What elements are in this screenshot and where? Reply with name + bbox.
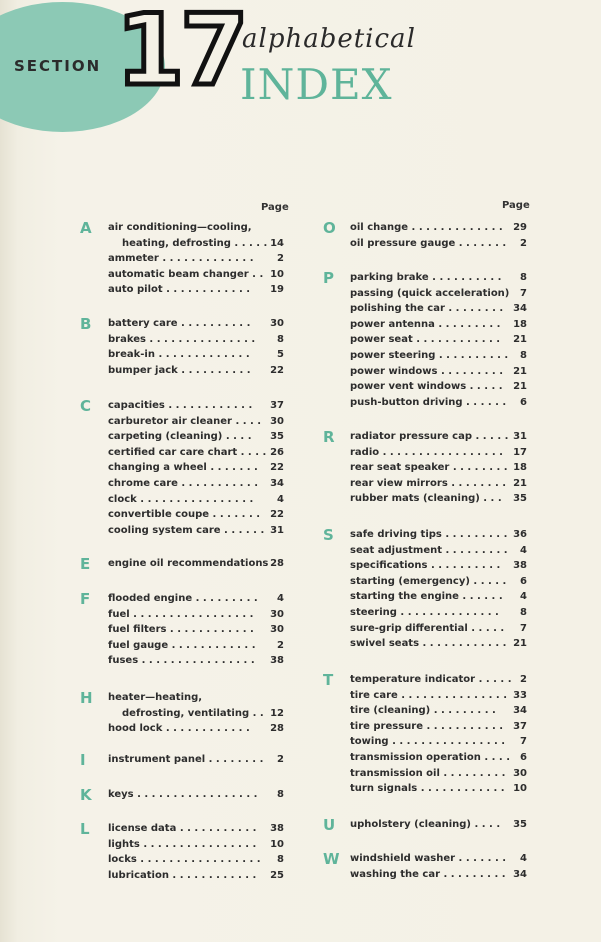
index-entry-text: capacities . . . . . . . . . . . .	[108, 400, 253, 411]
index-entry-page: 21	[513, 381, 527, 393]
index-entry-text: rubber mats (cleaning) . . .	[350, 493, 502, 505]
index-entry-text: windshield washer . . . . . . .	[350, 853, 507, 864]
index-entry-page: 4	[520, 544, 527, 556]
index-entry-text: steering . . . . . . . . . . . . . .	[350, 607, 499, 618]
index-entry-page: 10	[270, 268, 284, 280]
index-letter-l: L	[80, 820, 90, 838]
index-entry-text: flooded engine . . . . . . . . .	[108, 593, 258, 604]
index-entry-text: ammeter . . . . . . . . . . . . .	[108, 253, 254, 265]
index-entry-text: heater—heating,	[108, 692, 203, 703]
index-entry-page: 35	[270, 431, 284, 443]
index-entry-text: passing (quick acceleration)	[350, 287, 510, 299]
index-entry-text: tire (cleaning) . . . . . . . . .	[350, 705, 496, 717]
index-entry-page: 38	[513, 560, 527, 572]
index-letter-k: K	[80, 786, 92, 804]
index-entry-text: rear view mirrors . . . . . . . .	[350, 477, 507, 489]
index-entry-text: defrosting, ventilating . .	[122, 707, 264, 719]
index-entry-text: fuel . . . . . . . . . . . . . . . . .	[108, 608, 254, 620]
index-entry-page: 36	[513, 529, 527, 540]
index-entry-page: 4	[520, 591, 527, 603]
index-entry-text: sure-grip differential . . . . .	[350, 622, 505, 634]
index-entry-text: radiator pressure cap . . . . .	[350, 431, 509, 442]
index-entry-text: certified car care chart . . . .	[108, 446, 267, 458]
index-entry-page: 7	[520, 622, 527, 634]
index-entry-text: safe driving tips . . . . . . . . .	[350, 529, 508, 540]
index-entry-text: transmission oil . . . . . . . . .	[350, 767, 506, 779]
index-entry-text: washing the car . . . . . . . . .	[350, 868, 506, 880]
index-entry-page: 38	[270, 823, 284, 834]
index-entry-text: heating, defrosting . . . . .	[122, 237, 268, 249]
index-entry-page: 37	[513, 720, 527, 732]
index-entry-text: engine oil recommendations	[108, 558, 269, 569]
index-entry-text: radio . . . . . . . . . . . . . . . . .	[350, 446, 503, 458]
index-entry-page: 8	[277, 789, 284, 800]
index-entry-text: instrument panel . . . . . . . .	[108, 754, 264, 765]
index-entry-page: 7	[520, 736, 527, 748]
index-entry-text: hood lock . . . . . . . . . . . .	[108, 723, 250, 735]
index-entry-text: chrome care . . . . . . . . . . .	[108, 478, 259, 489]
index-entry-page: 22	[270, 364, 284, 376]
index-entry-page: 5	[277, 349, 284, 361]
index-letter-r: R	[323, 428, 335, 446]
index-entry-page: 26	[270, 446, 284, 458]
index-letter-e: E	[80, 555, 91, 573]
index-letter-p: P	[323, 269, 334, 287]
index-entry-page: 7	[520, 287, 527, 299]
index-letter-f: F	[80, 590, 91, 608]
index-entry-page: 21	[513, 365, 527, 377]
index-entry-page: 38	[270, 655, 284, 667]
index-entry-text: tire pressure . . . . . . . . . . .	[350, 720, 504, 732]
index-entry-text: starting (emergency) . . . . .	[350, 575, 507, 587]
index-entry-text: power steering . . . . . . . . . .	[350, 350, 509, 361]
index-entry-page: 25	[270, 869, 284, 881]
index-entry-page: 30	[270, 415, 284, 427]
index-entry-text: towing . . . . . . . . . . . . . . . .	[350, 736, 506, 748]
index-entry-page: 37	[270, 400, 284, 411]
index-entry-page: 30	[513, 767, 527, 779]
index-entry-text: brakes . . . . . . . . . . . . . . .	[108, 333, 256, 345]
index-entry-text: auto pilot . . . . . . . . . . . .	[108, 284, 251, 296]
index-entry-text: license data . . . . . . . . . . .	[108, 823, 257, 834]
index-entry-text: automatic beam changer . .	[108, 268, 264, 280]
index-entry-page: 18	[513, 318, 527, 330]
index-entry-page: 10	[270, 838, 284, 850]
index-letter-c: C	[80, 397, 92, 415]
index-entry-page: 2	[277, 253, 284, 265]
right-page-header: Page	[502, 200, 530, 211]
index-entry-page: 33	[513, 689, 527, 701]
index-entry-page: 12	[270, 707, 284, 719]
index-entry-page: 2	[520, 237, 527, 249]
index-letter-h: H	[80, 689, 93, 707]
index-entry-text: fuses . . . . . . . . . . . . . . . .	[108, 655, 255, 667]
index-letter-i: I	[80, 751, 86, 769]
section-label: SECTION	[14, 57, 102, 75]
index-entry-page: 4	[277, 593, 284, 604]
index-entry-text: break-in . . . . . . . . . . . . .	[108, 349, 250, 361]
index-entry-text: power windows . . . . . . . . .	[350, 365, 503, 377]
index-entry-page: 8	[520, 272, 527, 283]
index-entry-text: transmission operation . . . .	[350, 752, 510, 763]
index-entry-page: 21	[513, 638, 527, 650]
index-letter-t: T	[323, 671, 334, 689]
index-entry-text: starting the engine . . . . . .	[350, 591, 503, 603]
index-entry-text: push-button driving . . . . . .	[350, 396, 507, 408]
index-entry-text: tire care . . . . . . . . . . . . . . .	[350, 689, 507, 701]
index-letter-u: U	[323, 816, 336, 834]
index-entry-text: parking brake . . . . . . . . . .	[350, 272, 502, 283]
index-entry-text: power seat . . . . . . . . . . . .	[350, 334, 501, 346]
index-entry-page: 34	[513, 868, 527, 880]
index-entry-page: 2	[520, 674, 527, 685]
index-entry-page: 8	[277, 854, 284, 866]
index-entry-page: 6	[520, 575, 527, 587]
index-entry-text: rear seat speaker . . . . . . . .	[350, 462, 508, 474]
left-page-header: Page	[261, 202, 289, 213]
index-entry-text: turn signals . . . . . . . . . . . .	[350, 783, 505, 795]
index-entry-page: 2	[277, 639, 284, 651]
index-entry-text: air conditioning—cooling,	[108, 222, 252, 233]
index-entry-page: 4	[277, 493, 284, 505]
index-entry-text: seat adjustment . . . . . . . . .	[350, 544, 508, 556]
index-entry-text: upholstery (cleaning) . . . .	[350, 819, 501, 830]
index-entry-text: specifications . . . . . . . . . .	[350, 560, 501, 572]
index-entry-page: 17	[513, 446, 527, 458]
index-entry-text: carpeting (cleaning) . . . .	[108, 431, 252, 443]
index-entry-page: 6	[520, 752, 527, 763]
index-entry-page: 18	[513, 462, 527, 474]
index-entry-text: power antenna . . . . . . . . .	[350, 318, 501, 330]
index-entry-text: lubrication . . . . . . . . . . . .	[108, 869, 257, 881]
index-entry-page: 14	[270, 237, 284, 249]
index-entry-text: lights . . . . . . . . . . . . . . . .	[108, 838, 257, 850]
index-entry-text: oil change . . . . . . . . . . . . .	[350, 222, 503, 233]
index-entry-text: clock . . . . . . . . . . . . . . . .	[108, 493, 254, 505]
index-letter-w: W	[323, 850, 340, 868]
index-entry-page: 29	[513, 222, 527, 233]
index-entry-page: 28	[270, 558, 284, 569]
index-entry-text: convertible coupe . . . . . . .	[108, 509, 261, 521]
index-entry-page: 21	[513, 334, 527, 346]
index-entry-page: 6	[520, 396, 527, 408]
index-entry-text: temperature indicator . . . . .	[350, 674, 512, 685]
index-entry-page: 4	[520, 853, 527, 864]
index-letter-s: S	[323, 526, 334, 544]
index-entry-page: 8	[520, 350, 527, 361]
index-entry-text: changing a wheel . . . . . . .	[108, 462, 258, 474]
index-entry-text: fuel gauge . . . . . . . . . . . .	[108, 639, 256, 651]
index-entry-page: 31	[513, 431, 527, 442]
index-entry-page: 35	[513, 493, 527, 505]
index-entry-page: 34	[513, 303, 527, 315]
index-letter-a: A	[80, 219, 92, 237]
index-entry-page: 22	[270, 509, 284, 521]
index-entry-text: oil pressure gauge . . . . . . .	[350, 237, 507, 249]
index-entry-page: 30	[270, 624, 284, 636]
index-entry-text: cooling system care . . . . . .	[108, 524, 265, 536]
index-entry-page: 8	[277, 333, 284, 345]
index-entry-text: fuel filters . . . . . . . . . . . .	[108, 624, 254, 636]
index-letter-o: O	[323, 219, 336, 237]
index-entry-text: battery care . . . . . . . . . .	[108, 318, 251, 329]
index-entry-page: 10	[513, 783, 527, 795]
index-entry-page: 30	[270, 318, 284, 329]
index-entry-page: 21	[513, 477, 527, 489]
index-entry-page: 19	[270, 284, 284, 296]
index-entry-text: bumper jack . . . . . . . . . .	[108, 364, 251, 376]
index-entry-page: 31	[270, 524, 284, 536]
section-number: 17	[116, 0, 245, 108]
index-letter-b: B	[80, 315, 92, 333]
index-entry-text: locks . . . . . . . . . . . . . . . . .	[108, 854, 261, 866]
index-entry-text: polishing the car . . . . . . . .	[350, 303, 504, 315]
index-entry-page: 2	[277, 754, 284, 765]
index-entry-page: 30	[270, 608, 284, 620]
index-entry-text: power vent windows . . . . .	[350, 381, 503, 393]
index-entry-page: 28	[270, 723, 284, 735]
title-alphabetical: alphabetical	[242, 24, 416, 54]
title-index: INDEX	[240, 60, 393, 109]
index-entry-page: 34	[270, 478, 284, 489]
index-entry-text: keys . . . . . . . . . . . . . . . . .	[108, 789, 258, 800]
index-entry-text: carburetor air cleaner . . . .	[108, 415, 262, 427]
index-entry-page: 35	[513, 819, 527, 830]
index-entry-page: 8	[520, 607, 527, 618]
index-entry-text: swivel seats . . . . . . . . . . . .	[350, 638, 507, 650]
index-entry-page: 22	[270, 462, 284, 474]
index-entry-page: 34	[513, 705, 527, 717]
